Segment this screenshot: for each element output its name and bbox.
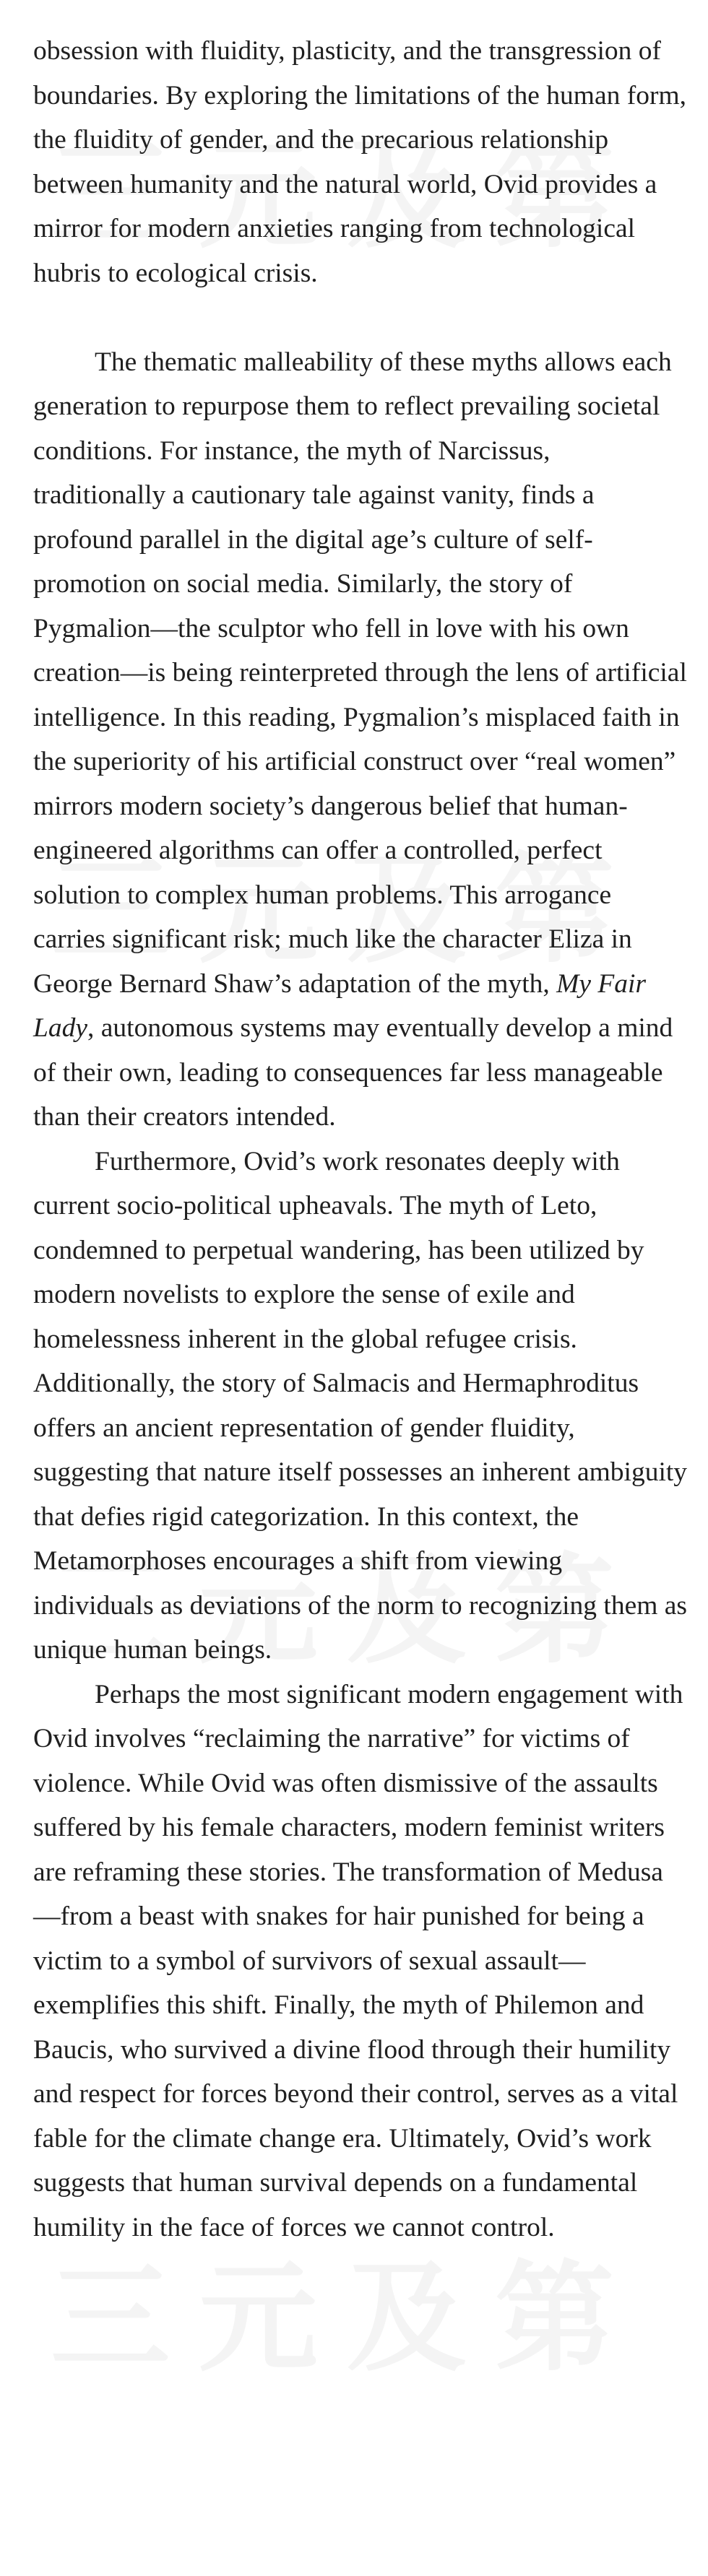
paragraph-thematic-malleability	[33, 340, 688, 1140]
paragraph-socio-political: Furthermore, Ovid’s work resonates deeply with current socio-political upheavals. The myth of Leto, condemned to perpetual wandering, has been utilized by modern novelists to explore the sense of exile and homelessness inherent in the global refugee crisis. Additionally, the story of Salmacis and Hermaphroditus offers an ancient representation of gender fluidity, suggesting that nature itself possesses an inherent ambiguity that defies rigid categorization. In this context, the Metamorphoses encourages a shift from viewing individuals as deviations of the norm to recognizing them as unique human beings.	[33, 1146, 688, 1665]
italic-title: My Fair Lady	[33, 968, 647, 1043]
paragraph-reclaiming-narrative: Perhaps the most significant modern engagement with Ovid involves “reclaiming the narrative” for victims of violence. While Ovid was often dismissive of the assaults suffered by his female characters, modern feminist writers are reframing these stories. The transformation of Medusa—from a beast with snakes for hair punished for being a victim to a symbol of survivors of sexual assault—exemplifies this shift. Finally, the myth of Philemon and Baucis, who survived a divine flood through their humility and respect for forces beyond their control, serves as a vital fable for the climate change era. Ultimately, Ovid’s work suggests that human survival depends on a fundamental humility in the face of forces we cannot control.	[33, 1679, 683, 2242]
watermark	[51, 2297, 643, 2341]
paragraph-text-after: , autonomous systems may eventually develop a mind of their own, leading to consequences far less manageable than their creators intended.	[33, 1013, 673, 1132]
paragraph-spacer	[33, 295, 688, 340]
paragraph-intro-continuation: obsession with fluidity, plasticity, and the transgression of boundaries. By exploring the limitations of the human form, the fluidity of gender, and the precarious relationship between humanity and the natural world, Ovid provides a mirror for modern anxieties ranging from technological hubris to ecological crisis.	[33, 36, 687, 288]
paragraph-text: The thematic malleability of these myths allows each generation to repurpose them to reflect prevailing societal conditions. For instance, the myth of Narcissus, traditionally a cautionary tale against vanity, finds a profound parallel in the digital age’s culture of self-promotion on social media. Similarly, the story of Pygmalion—the sculptor who fell in love with his own creation—is being reinterpreted through the lens of artificial intelligence. In this reading, Pygmalion’s misplaced faith in the superiority of his artificial construct over “real women” mirrors modern society’s dangerous belief that human-engineered algorithms can offer a controlled, perfect solution to complex human problems. This arrogance carries significant risk; much like the character Eliza in George Bernard Shaw’s adaptation of the myth,	[33, 347, 687, 999]
